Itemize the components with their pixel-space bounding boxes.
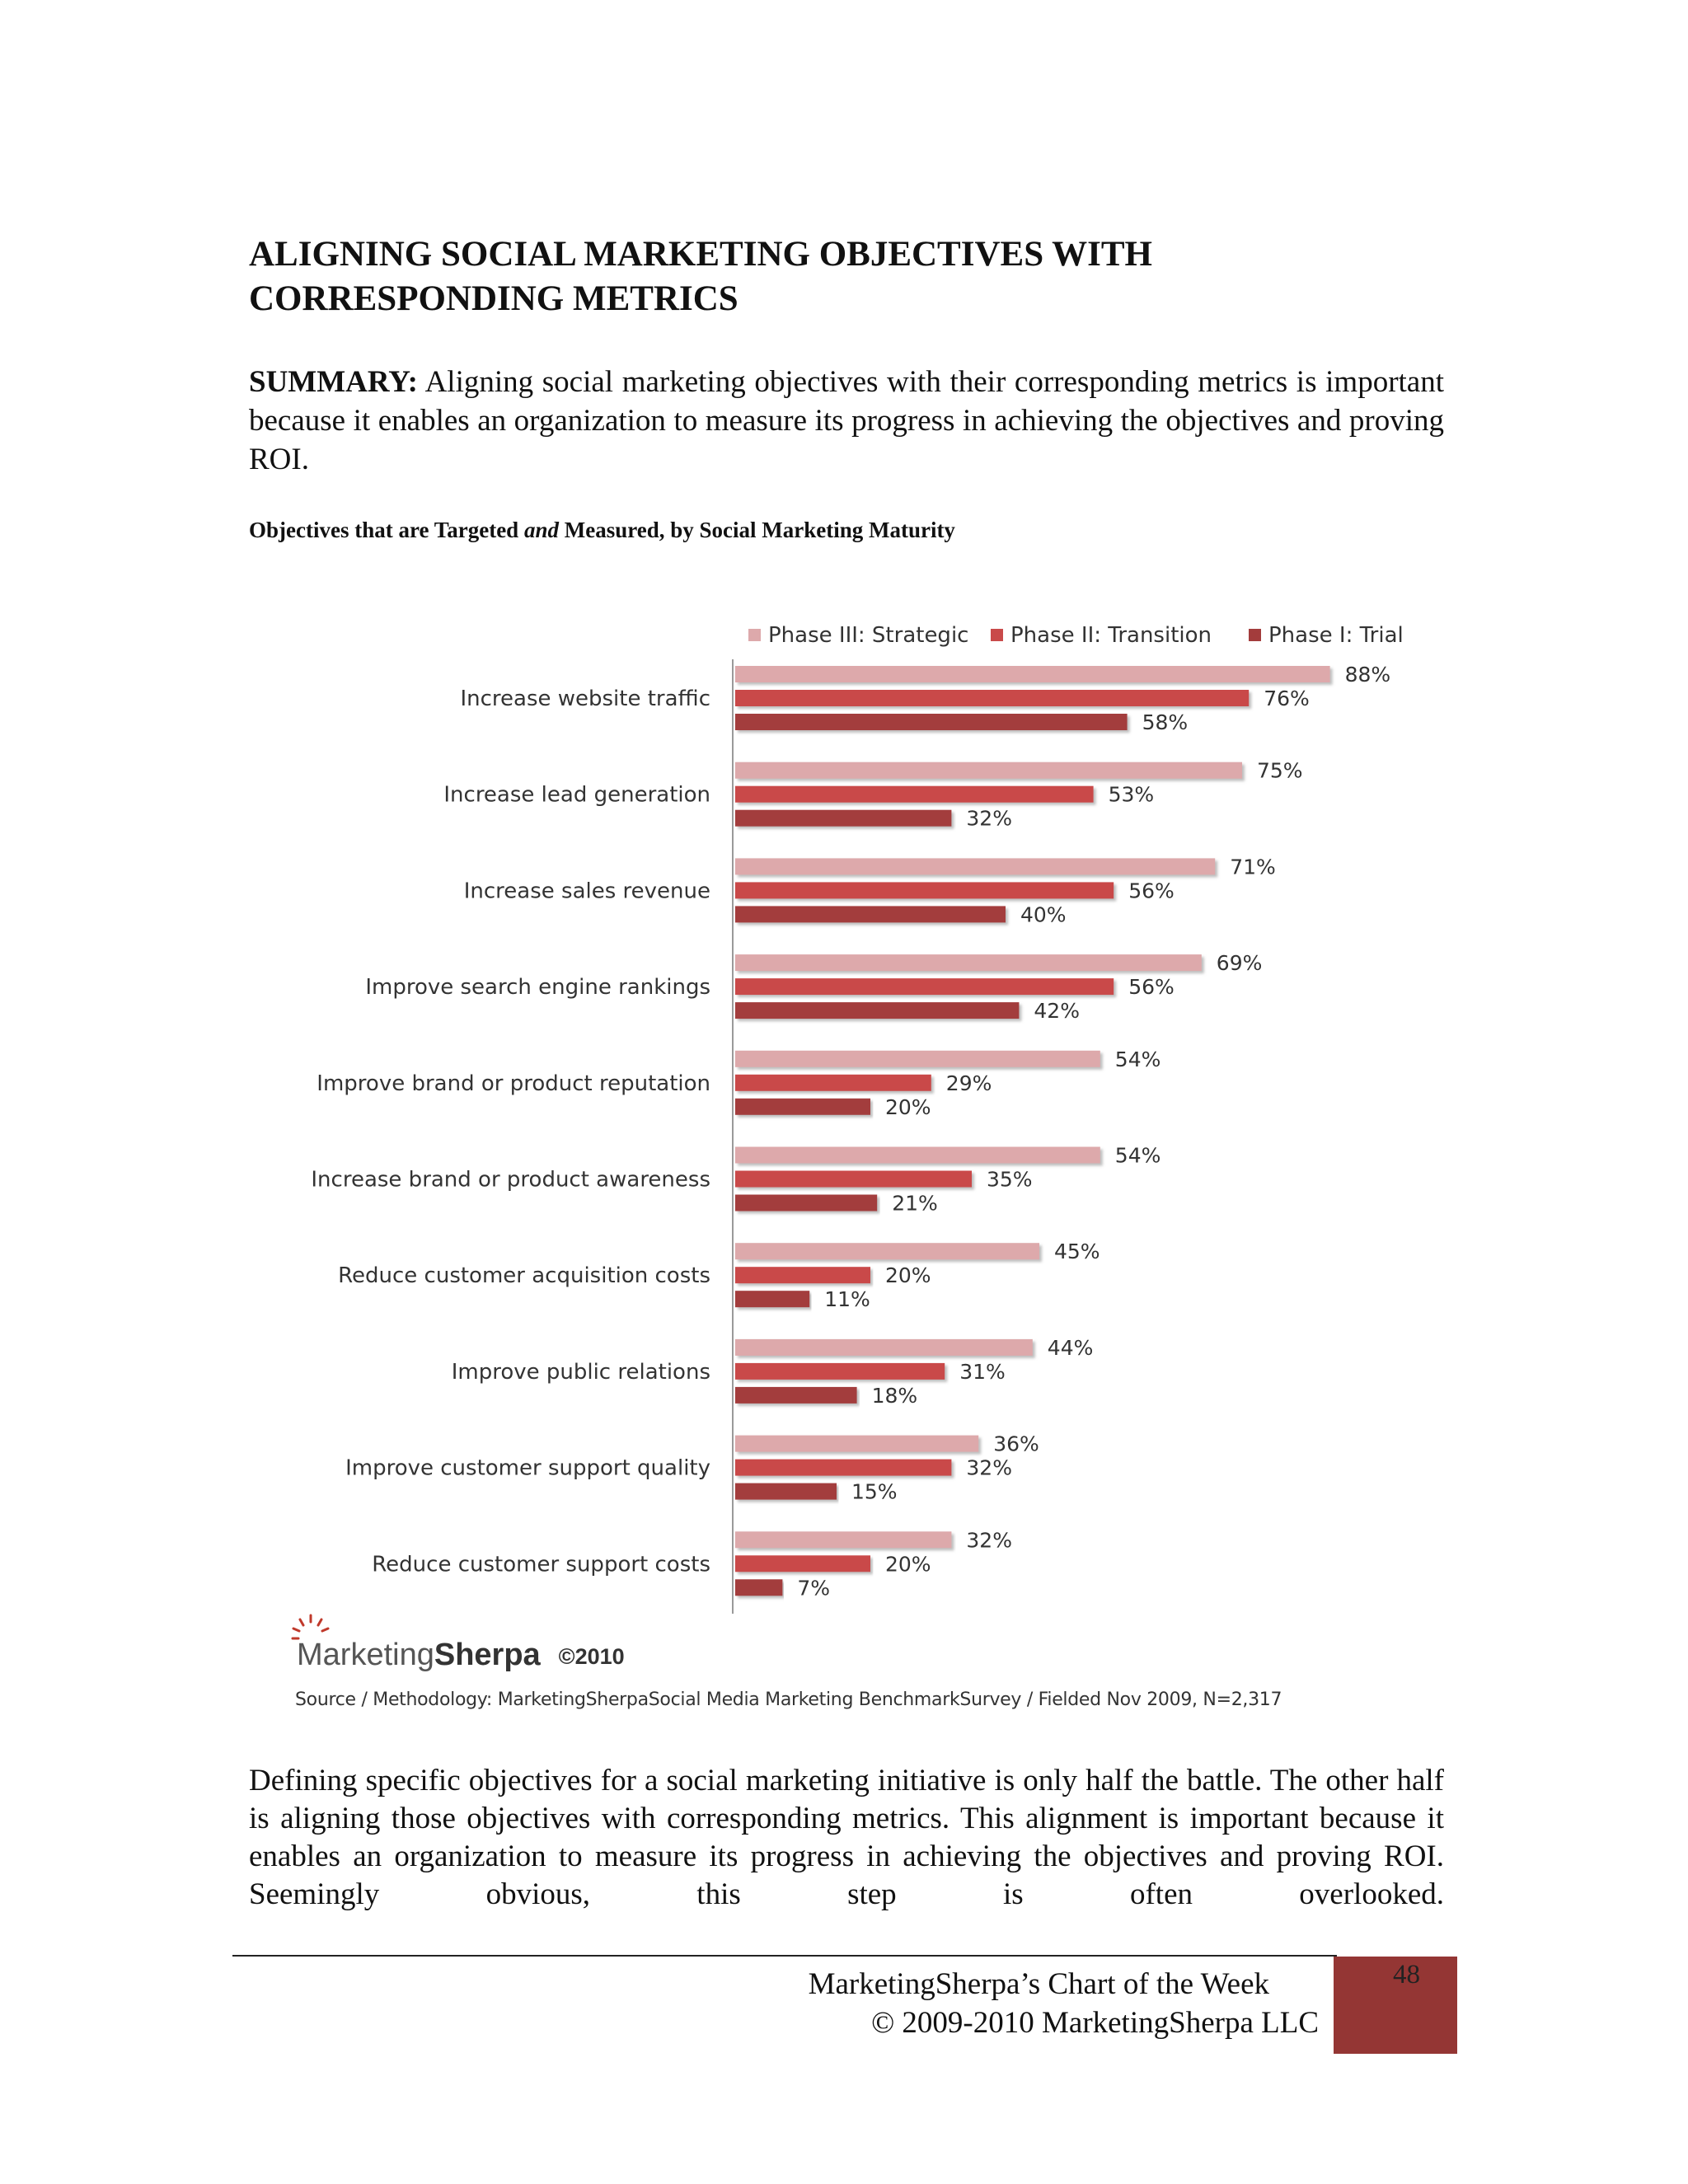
bar-reduce-customer-acquisition-costs-phase-i-trial [735, 1291, 809, 1307]
summary-label: SUMMARY: [249, 365, 418, 399]
bar-increase-lead-generation-phase-iii-strategic [735, 762, 1242, 779]
bar-improve-search-engine-rankings-phase-ii-transition [735, 978, 1114, 995]
data-label-reduce-customer-acquisition-costs-phase-iii-strategic: 45% [1054, 1240, 1100, 1264]
bar-improve-search-engine-rankings-phase-iii-strategic [735, 954, 1202, 971]
legend-swatch-phase-ii-transition [991, 629, 1003, 641]
category-label-increase-brand-or-product-awareness: Increase brand or product awareness [311, 1167, 710, 1193]
data-label-reduce-customer-support-costs-phase-i-trial: 7% [797, 1576, 831, 1601]
bar-increase-lead-generation-phase-i-trial [735, 810, 951, 827]
bar-increase-website-traffic-phase-ii-transition [735, 690, 1249, 706]
category-label-improve-brand-or-product-reputation: Improve brand or product reputation [316, 1071, 710, 1096]
bar-increase-brand-or-product-awareness-phase-iii-strategic [735, 1147, 1100, 1164]
legend-swatch-phase-iii-strategic [748, 629, 761, 641]
page-number: 48 [1393, 1960, 1420, 1990]
data-label-increase-website-traffic-phase-i-trial: 58% [1142, 710, 1189, 734]
bar-reduce-customer-support-costs-phase-iii-strategic [735, 1531, 951, 1548]
data-label-reduce-customer-acquisition-costs-phase-i-trial: 11% [824, 1287, 870, 1312]
footer-copyright: © 2009-2010 MarketingSherpa LLC [871, 2006, 1319, 2040]
bar-improve-customer-support-quality-phase-ii-transition [735, 1460, 951, 1476]
page-title: ALIGNING SOCIAL MARKETING OBJECTIVES WITH CORRESPONDING METRICS [249, 235, 1152, 318]
body-paragraph: Defining specific objectives for a social marketing initiative is only half the battle. The other half is aligning those objectives with corresponding metrics. This alignment is important because it enables an organization to measure its progress in achieving the objectives and proving ROI. Seemingly obvious, this step is often overlooked. [249, 1764, 1444, 1911]
bar-reduce-customer-support-costs-phase-ii-transition [735, 1555, 870, 1572]
category-label-increase-lead-generation: Increase lead generation [443, 782, 710, 808]
data-label-reduce-customer-support-costs-phase-ii-transition: 20% [885, 1552, 931, 1577]
chart-caption-post: Measured, by Social Marketing Maturity [558, 518, 955, 542]
legend-label-phase-i-trial: Phase I: Trial [1268, 623, 1404, 648]
chart-bars [735, 663, 1390, 1600]
bar-increase-sales-revenue-phase-iii-strategic [735, 858, 1215, 874]
bar-improve-public-relations-phase-iii-strategic [735, 1339, 1033, 1356]
data-label-improve-public-relations-phase-iii-strategic: 44% [1047, 1335, 1094, 1360]
data-label-improve-brand-or-product-reputation-phase-iii-strategic: 54% [1114, 1047, 1161, 1071]
bar-increase-brand-or-product-awareness-phase-i-trial [735, 1195, 877, 1212]
data-label-increase-website-traffic-phase-iii-strategic: 88% [1344, 663, 1391, 687]
brand-logo-text [297, 1638, 541, 1673]
bar-improve-customer-support-quality-phase-iii-strategic [735, 1436, 978, 1452]
data-label-increase-brand-or-product-awareness-phase-i-trial: 21% [892, 1191, 938, 1216]
data-label-increase-lead-generation-phase-i-trial: 32% [966, 806, 1012, 831]
bar-reduce-customer-acquisition-costs-phase-iii-strategic [735, 1243, 1039, 1259]
bar-improve-public-relations-phase-i-trial [735, 1387, 857, 1404]
data-label-improve-customer-support-quality-phase-ii-transition: 32% [966, 1455, 1012, 1480]
brand-name-sherpa: Sherpa [434, 1638, 541, 1672]
chart-caption-pre: Objectives that are Targeted [249, 518, 524, 542]
bar-increase-website-traffic-phase-iii-strategic [735, 666, 1330, 682]
category-label-increase-website-traffic: Increase website traffic [460, 687, 710, 711]
legend-label-phase-ii-transition: Phase II: Transition [1010, 623, 1212, 648]
data-label-improve-public-relations-phase-i-trial: 18% [871, 1383, 918, 1408]
category-label-improve-search-engine-rankings: Improve search engine rankings [365, 975, 710, 1001]
bar-improve-search-engine-rankings-phase-i-trial [735, 1002, 1019, 1019]
bar-reduce-customer-support-costs-phase-i-trial [735, 1579, 782, 1596]
data-label-increase-brand-or-product-awareness-phase-ii-transition: 35% [987, 1167, 1033, 1192]
chart-legend [748, 623, 1404, 648]
data-label-increase-sales-revenue-phase-iii-strategic: 71% [1230, 855, 1276, 879]
bar-improve-public-relations-phase-ii-transition [735, 1363, 945, 1380]
bar-improve-brand-or-product-reputation-phase-ii-transition [735, 1075, 931, 1091]
category-label-increase-sales-revenue: Increase sales revenue [463, 879, 710, 904]
sun-logo-icon [290, 1612, 331, 1652]
data-label-increase-brand-or-product-awareness-phase-iii-strategic: 54% [1114, 1143, 1161, 1168]
data-label-improve-customer-support-quality-phase-i-trial: 15% [851, 1479, 898, 1504]
bar-increase-lead-generation-phase-ii-transition [735, 786, 1094, 803]
data-label-increase-lead-generation-phase-iii-strategic: 75% [1257, 758, 1303, 783]
data-label-increase-sales-revenue-phase-i-trial: 40% [1020, 902, 1067, 927]
bar-increase-website-traffic-phase-i-trial [735, 714, 1128, 730]
legend-label-phase-iii-strategic: Phase III: Strategic [768, 623, 969, 648]
data-label-improve-brand-or-product-reputation-phase-i-trial: 20% [885, 1094, 931, 1119]
data-label-increase-sales-revenue-phase-ii-transition: 56% [1128, 879, 1175, 903]
marketingsherpa-brand [297, 1624, 625, 1673]
data-label-improve-brand-or-product-reputation-phase-ii-transition: 29% [945, 1071, 992, 1095]
data-label-reduce-customer-support-costs-phase-iii-strategic: 32% [966, 1528, 1012, 1553]
data-label-improve-search-engine-rankings-phase-i-trial: 42% [1034, 999, 1080, 1024]
chart-source: Source / Methodology: MarketingSherpaSocial Media Marketing BenchmarkSurvey / Fielded Nov 2009, N=2,317 [295, 1690, 1282, 1710]
brand-name-marketing: Marketing [297, 1638, 434, 1672]
footer-divider [232, 1955, 1337, 1957]
data-label-increase-website-traffic-phase-ii-transition: 76% [1264, 687, 1310, 710]
data-label-improve-search-engine-rankings-phase-ii-transition: 56% [1128, 975, 1175, 1000]
bar-reduce-customer-acquisition-costs-phase-ii-transition [735, 1267, 870, 1283]
summary-text: Aligning social marketing objectives with their corresponding metrics is important because it enables an organization to measure its progress in achieving the objectives and proving ROI. [249, 365, 1444, 476]
data-label-reduce-customer-acquisition-costs-phase-ii-transition: 20% [885, 1263, 931, 1288]
bar-increase-brand-or-product-awareness-phase-ii-transition [735, 1171, 972, 1188]
bar-improve-brand-or-product-reputation-phase-i-trial [735, 1099, 870, 1115]
legend-swatch-phase-i-trial [1249, 629, 1261, 641]
category-labels [311, 687, 710, 1577]
data-label-improve-public-relations-phase-ii-transition: 31% [959, 1359, 1006, 1384]
category-label-improve-customer-support-quality: Improve customer support quality [345, 1455, 710, 1481]
category-label-improve-public-relations: Improve public relations [451, 1359, 710, 1385]
brand-copyright: ©2010 [558, 1644, 625, 1669]
bar-increase-sales-revenue-phase-ii-transition [735, 882, 1114, 898]
category-label-reduce-customer-support-costs: Reduce customer support costs [372, 1552, 710, 1577]
bar-increase-sales-revenue-phase-i-trial [735, 906, 1006, 922]
bar-improve-customer-support-quality-phase-i-trial [735, 1483, 837, 1500]
footer-title: MarketingSherpa’s Chart of the Week [808, 1967, 1269, 2001]
bar-improve-brand-or-product-reputation-phase-iii-strategic [735, 1051, 1100, 1067]
data-label-increase-lead-generation-phase-ii-transition: 53% [1108, 782, 1155, 807]
data-label-improve-search-engine-rankings-phase-iii-strategic: 69% [1216, 951, 1263, 976]
chart-caption-em: and [523, 518, 559, 542]
category-label-reduce-customer-acquisition-costs: Reduce customer acquisition costs [338, 1263, 710, 1289]
data-label-improve-customer-support-quality-phase-iii-strategic: 36% [993, 1432, 1039, 1456]
